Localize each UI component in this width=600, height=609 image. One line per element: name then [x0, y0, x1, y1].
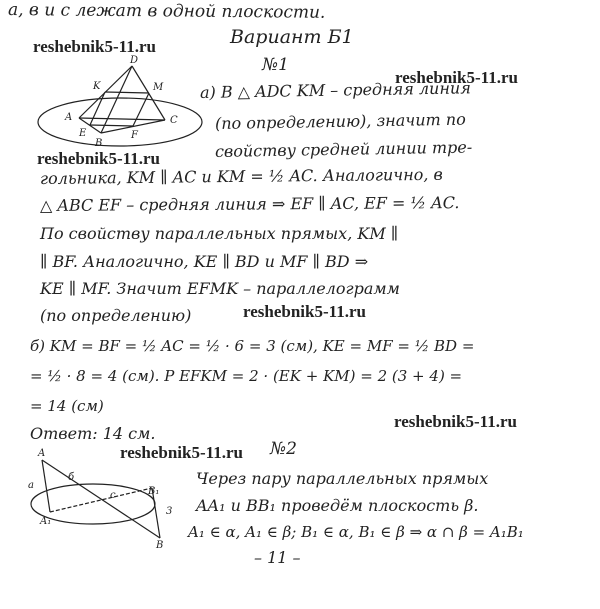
- fig2-label-b-small: б: [68, 472, 75, 483]
- solution2-line-2: AA₁ и BB₁ проведём плоскость β.: [196, 496, 479, 515]
- segment-db: [101, 66, 132, 133]
- label-f: F: [131, 130, 138, 141]
- line-aa1: [42, 460, 50, 512]
- watermark: reshebnik5-11.ru: [37, 149, 160, 168]
- label-a: A: [65, 112, 73, 123]
- fig2-label-three: 3: [166, 506, 173, 517]
- watermark: reshebnik5-11.ru: [120, 443, 243, 462]
- solution1-line-12: = 14 (см): [30, 397, 104, 415]
- segment-km: [105, 92, 149, 93]
- label-b: B: [95, 138, 103, 149]
- segment-ke: [90, 92, 105, 125]
- figure1-diagram: [35, 55, 235, 158]
- line-a1b1: [50, 488, 152, 512]
- line-a-b: [42, 460, 160, 538]
- solution1-line-5: △ ABC EF – средняя линия ⇒ EF ∥ AC, EF = ½ AC.: [39, 193, 460, 215]
- segment-ef: [90, 125, 133, 126]
- solution1-line-2: (по определению), значит по: [214, 109, 466, 133]
- fig2-label-b1: B₁: [148, 486, 160, 497]
- fig2-label-b: B: [156, 540, 164, 551]
- solution1-line-3: свойству средней линии тре-: [214, 137, 473, 161]
- problem2-number: №2: [270, 439, 297, 459]
- watermark: reshebnik5-11.ru: [33, 37, 156, 56]
- label-d: D: [130, 55, 139, 66]
- page-number: – 11 –: [254, 548, 301, 567]
- watermark: reshebnik5-11.ru: [394, 412, 517, 431]
- figure2-diagram: [28, 450, 198, 550]
- fig2-label-a1: A₁: [40, 516, 52, 527]
- solution1-line-8: KE ∥ MF. Значит EFMK – параллелограмм: [40, 279, 400, 298]
- solution1-line-9: (по определению): [40, 306, 192, 325]
- problem1-number: №1: [262, 55, 289, 75]
- fig2-label-c: c: [110, 490, 116, 501]
- fig2-label-a: A: [38, 448, 46, 459]
- fig2-label-alpha: a: [28, 480, 34, 491]
- solution1-line-1: а) В △ ADC KM – средняя линия: [199, 78, 471, 102]
- watermark: reshebnik5-11.ru: [243, 302, 366, 321]
- label-k: K: [93, 81, 101, 92]
- label-e: E: [79, 128, 87, 139]
- header-line: а, в и с лежат в одной плоскости.: [7, 0, 326, 23]
- watermark: reshebnik5-11.ru: [395, 68, 518, 87]
- solution1-line-6: По свойству параллельных прямых, KM ∥: [40, 224, 399, 243]
- label-c: C: [170, 115, 178, 126]
- solution1-line-10: б) KM = BF = ½ AC = ½ · 6 = 3 (см), KE = MF = ½ BD =: [30, 337, 475, 355]
- solution1-line-4: гольника, KM ∥ AC и KM = ½ AC. Аналогично, в: [39, 164, 443, 188]
- answer-line: Ответ: 14 см.: [30, 424, 156, 443]
- variant-title: Вариант Б1: [230, 26, 354, 48]
- solution1-line-7: ∥ BF. Аналогично, KE ∥ BD и MF ∥ BD ⇒: [40, 252, 369, 271]
- solution2-line-3: A₁ ∈ α, A₁ ∈ β; B₁ ∈ α, B₁ ∈ β ⇒ α ∩ β = A₁B₁: [188, 523, 524, 541]
- solution1-line-11: = ½ · 8 = 4 (см). P EFKM = 2 · (EK + KM) = 2 (3 + 4) =: [30, 367, 463, 385]
- label-m: M: [153, 82, 164, 93]
- solution2-line-1: Через пару параллельных прямых: [196, 469, 489, 488]
